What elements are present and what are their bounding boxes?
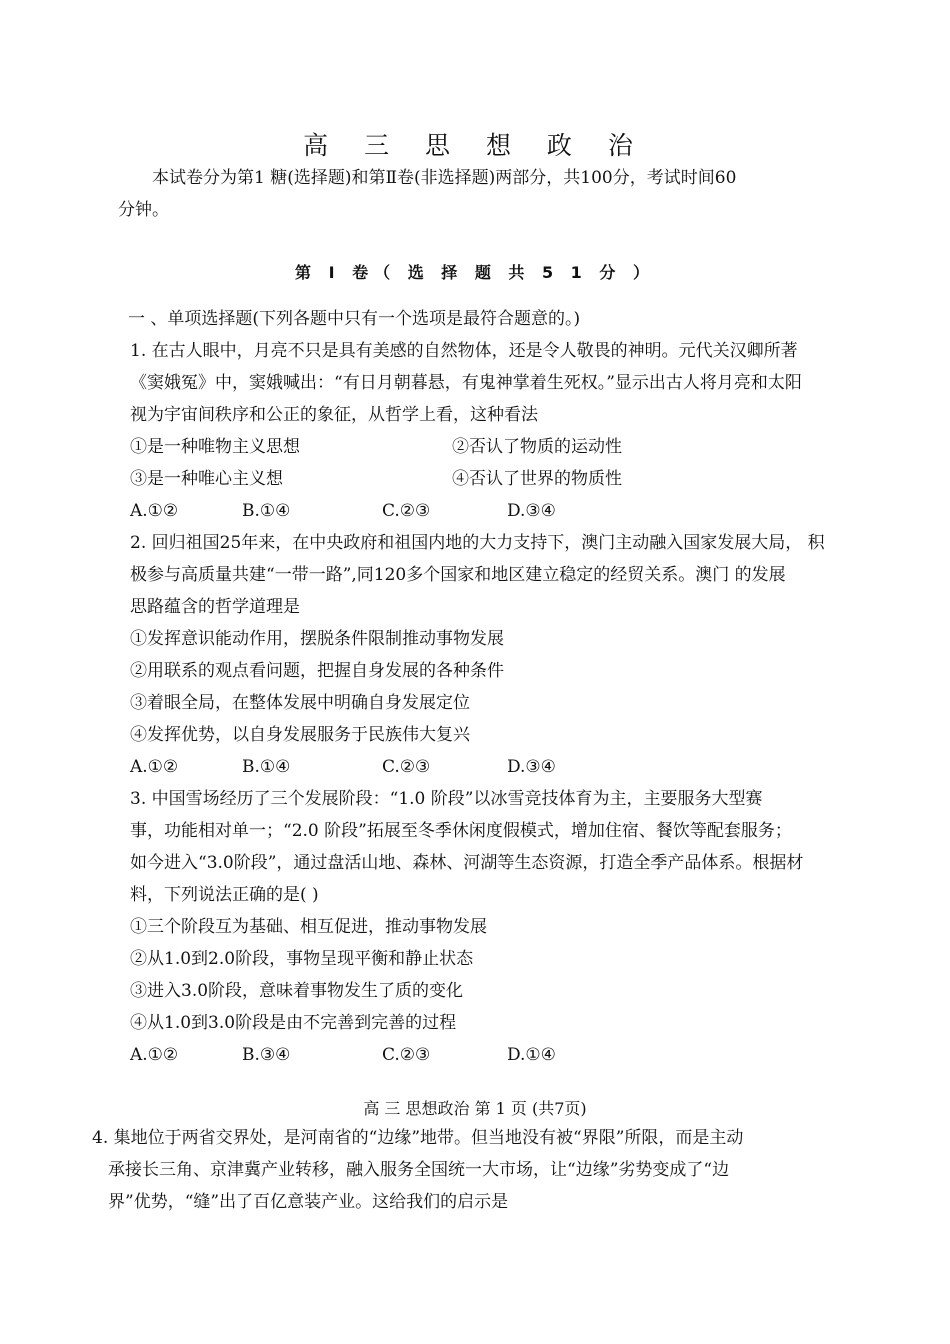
q2-item-2: ②用联系的观点看问题，把握自身发展的各种条件 xyxy=(130,661,504,681)
section-title: 第 I 卷（ 选 择 题 共 5 1 分 ） xyxy=(295,263,655,282)
q1-stem-line-2: 《窦娥冤》中，窦娥喊出：“有日月朝暮悬，有鬼神掌着生死权。”显示出古人将月亮和太阳 xyxy=(130,373,802,393)
q2-stem-line-3: 思路蕴含的哲学道理是 xyxy=(130,597,300,617)
q2-choice-a: A.①② xyxy=(130,757,179,777)
q3-choice-b: B.③④ xyxy=(242,1045,291,1065)
q2-stem-line-2: 极参与高质量共建“一带一路”,同120多个国家和地区建立稳定的经贸关系。澳门 的发展 xyxy=(130,565,786,585)
q2-choice-d: D.③④ xyxy=(507,757,556,777)
intro-line-2: 分钟。 xyxy=(118,200,169,220)
q1-choice-a: A.①② xyxy=(130,501,179,521)
q3-choice-d: D.①④ xyxy=(507,1045,556,1065)
q1-choice-d: D.③④ xyxy=(507,501,556,521)
q3-item-2: ②从1.0到2.0阶段，事物呈现平衡和静止状态 xyxy=(130,949,474,969)
q1-choice-b: B.①④ xyxy=(242,501,291,521)
q2-choice-c: C.②③ xyxy=(382,757,431,777)
q3-item-3: ③进入3.0阶段，意味着事物发生了质的变化 xyxy=(130,981,464,1001)
q3-choice-a: A.①② xyxy=(130,1045,179,1065)
q2-item-3: ③着眼全局，在整体发展中明确自身发展定位 xyxy=(130,693,470,713)
q1-item-1: ①是一种唯物主义思想 xyxy=(130,437,300,457)
instruction-text: 一 、单项选择题(下列各题中只有一个选项是最符合题意的。) xyxy=(128,309,581,329)
q3-item-1: ①三个阶段互为基础、相互促进，推动事物发展 xyxy=(130,917,487,937)
page-title: 高 三 思 想 政 治 xyxy=(303,131,647,160)
q3-stem-line-4: 料，下列说法正确的是( ) xyxy=(130,885,319,905)
q3-stem-line-1: 3. 中国雪场经历了三个发展阶段：“1.0 阶段”以冰雪竞技体育为主，主要服务大型赛 xyxy=(130,789,763,809)
q3-stem-line-2: 事，功能相对单一；“2.0 阶段”拓展至冬季休闲度假模式，增加住宿、餐饮等配套服务； xyxy=(130,821,792,841)
q2-choice-b: B.①④ xyxy=(242,757,291,777)
q4-stem-line-3: 界”优势，“缝”出了百亿意装产业。这给我们的启示是 xyxy=(108,1192,509,1212)
q1-stem-line-1: 1. 在古人眼中，月亮不只是具有美感的自然物体，还是令人敬畏的神明。元代关汉卿所著 xyxy=(130,341,798,361)
q2-item-4: ④发挥优势，以自身发展服务于民族伟大复兴 xyxy=(130,725,470,745)
q1-item-2: ②否认了物质的运动性 xyxy=(452,437,622,457)
q3-item-4: ④从1.0到3.0阶段是由不完善到完善的过程 xyxy=(130,1013,457,1033)
intro-line-1: 本试卷分为第1 糖(选择题)和第Ⅱ卷(非选择题)两部分，共100分，考试时间60 xyxy=(152,168,737,188)
q1-item-3: ③是一种唯心主义想 xyxy=(130,469,283,489)
q4-stem-line-1: 4. 集地位于两省交界处，是河南省的“边缘”地带。但当地没有被“界限”所限，而是主动 xyxy=(92,1128,744,1148)
page-footer: 高 三 思想政治 第 1 页 (共7页) xyxy=(363,1099,587,1118)
q3-choice-c: C.②③ xyxy=(382,1045,431,1065)
q1-stem-line-3: 视为宇宙间秩序和公正的象征，从哲学上看，这种看法 xyxy=(130,405,538,425)
q3-stem-line-3: 如今进入“3.0阶段”，通过盘活山地、森林、河湖等生态资源，打造全季产品体系。根据材 xyxy=(130,853,804,873)
q2-item-1: ①发挥意识能动作用，摆脱条件限制推动事物发展 xyxy=(130,629,504,649)
q2-stem-line-1: 2. 回归祖国25年来，在中央政府和祖国内地的大力支持下，澳门主动融入国家发展大局， 积 xyxy=(130,533,825,553)
q4-stem-line-2: 承接长三角、京津冀产业转移，融入服务全国统一大市场，让“边缘”劣势变成了“边 xyxy=(108,1160,730,1180)
q1-choice-c: C.②③ xyxy=(382,501,431,521)
q1-item-4: ④否认了世界的物质性 xyxy=(452,469,622,489)
